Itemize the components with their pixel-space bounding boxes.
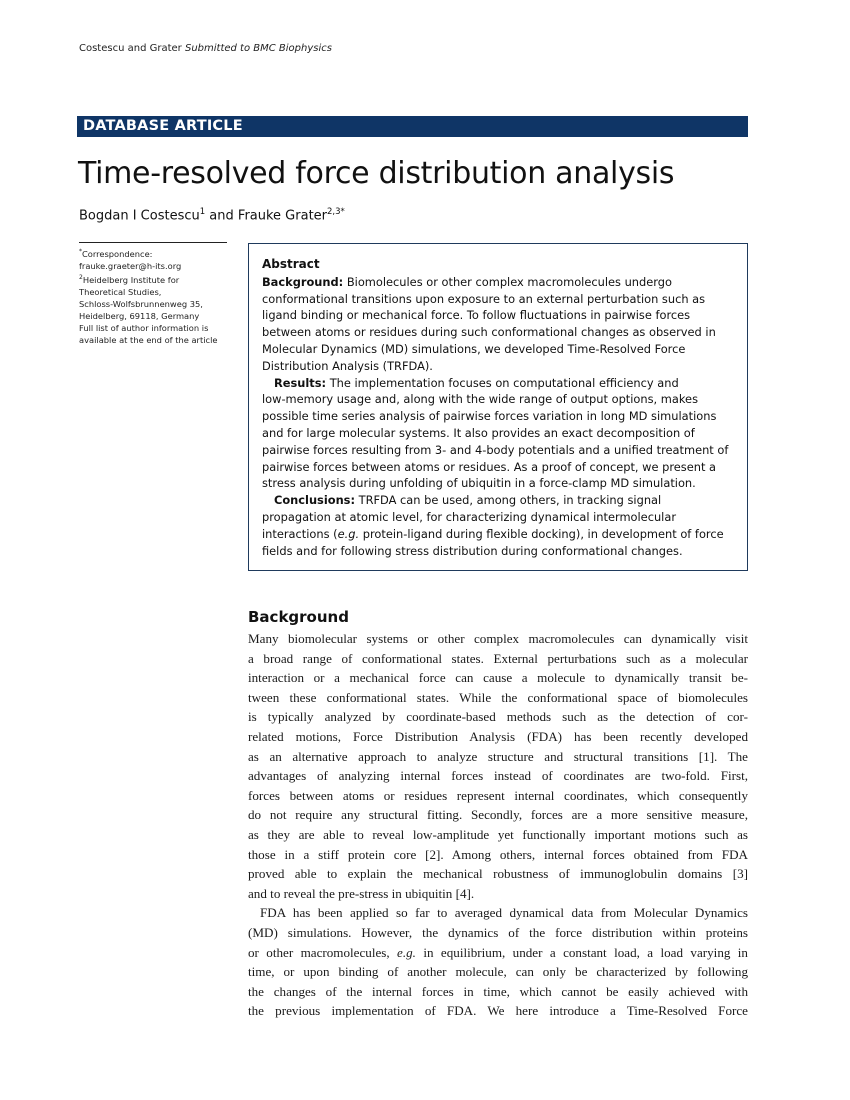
author-info-note: Full list of author information is	[79, 322, 209, 333]
abstract-results-label: Results:	[274, 375, 327, 390]
background-paragraph-1	[248, 629, 748, 903]
affiliation-note: $^2$Heidelberg Institute for	[79, 273, 180, 285]
body-line: the previous implementation of FDA. We here introduce a Time-Resolved Force	[248, 1003, 748, 1019]
body-line: proved able to explain the mechanical robustness of immunoglobulin domains [3]	[248, 866, 748, 882]
body-line: advantages of analyzing internal forces instead of coordinates are two-fold. First,	[248, 768, 748, 784]
affiliation-mark: 2	[79, 273, 83, 281]
body-line: tween these conformational states. While the conformational space of biomolecules	[248, 689, 748, 705]
article-type-banner: DATABASE ARTICLE	[77, 116, 748, 137]
body-line: the changes of the internal forces in time, which cannot be easily achieved with	[248, 983, 748, 999]
author-name: Bogdan I Costescu	[79, 208, 200, 224]
abstract-conclusions: Conclusions: TRFDA can be used, among others, in tracking signal propagation at atomic level, for characterizing dynamical intermolecular interactions (e.g. protein-ligand during flexible docking), in development of force fields and for following stress distribution during conformational changes.	[262, 493, 724, 558]
author-info-note: available at the end of the article	[79, 334, 218, 345]
background-paragraph-2	[248, 903, 748, 1021]
body-line: (MD) simulations. However, the dynamics of the force distribution within proteins	[248, 924, 748, 940]
correspondence-email: frauke.graeter@h-its.org	[79, 260, 182, 271]
abstract-background: Background: Biomolecules or other complex macromolecules undergo conformational transitions upon exposure to an external perturbation such as ligand binding or mechanical force. To follow fluctuations in pairwise forces between atoms or residues during such conformational changes as observed in Molecular Dynamics (MD) simulations, we developed Time-Resolved Force Distribution Analysis (TRFDA).	[262, 274, 716, 373]
author-connector: and	[205, 208, 238, 224]
paper-title: Time-resolved force distribution analysis	[78, 156, 675, 191]
author-affiliation-mark: 1	[199, 207, 206, 217]
author-affiliation-mark: 2,3*	[327, 207, 345, 217]
body-line: as they are able to reveal low-amplitude yet functionally important motions such as	[248, 826, 748, 842]
body-line: do not require any structural fitting. Secondly, forces are a more sensitive measure,	[248, 807, 748, 823]
author-name: Frauke Grater	[237, 208, 328, 224]
background-body	[248, 629, 748, 1021]
body-line: time, or upon binding of another molecule, can only be characterized by following	[248, 964, 748, 980]
body-line: is typically analyzed by coordinate-based methods such as the detection of cor-	[248, 709, 748, 725]
body-line: as an alternative approach to analyze structure and structural transitions [1]. The	[248, 748, 748, 764]
abstract-background-label: Background:	[262, 274, 344, 289]
body-line: FDA has been applied so far to averaged dynamical data from Molecular Dynamics	[260, 905, 748, 921]
author-list	[79, 207, 345, 223]
affiliation-line: Schloss-Wolfsbrunnenweg 35,	[79, 298, 203, 309]
author-notes	[79, 242, 227, 346]
correspondence-note: *Correspondence:	[79, 248, 153, 259]
abstract-conclusions-label: Conclusions:	[274, 493, 356, 508]
abstract-heading: Abstract	[262, 257, 320, 271]
running-head-journal: Submitted to BMC Biophysics	[184, 43, 332, 54]
body-line: Many biomolecular systems or other complex macromolecules can dynamically visit	[248, 631, 748, 646]
body-line: a broad range of conformational states. External perturbations such as a molecular	[248, 650, 748, 666]
body-line: related motions, Force Distribution Analysis (FDA) has been recently developed	[248, 728, 748, 744]
running-head	[79, 43, 332, 54]
abstract-results: Results: The implementation focuses on computational efficiency and low-memory usage and, along with the wide range of output options, makes possible time series analysis of pairwise forces variation in long MD simulations and for large molecular systems. It also provides an exact decomposition of pairwise forces resulting from 3- and 4-body potentials and a unified treatment of pairwise forces between atoms or residues. As a proof of concept, we present a stress analysis during unfolding of ubiquitin in a force-clamp MD simulation.	[262, 375, 729, 491]
running-head-authors: Costescu and Grater	[79, 43, 182, 54]
affiliation-line: Heidelberg, 69118, Germany	[79, 310, 200, 321]
body-line: those in a stiff protein core [2]. Among others, internal forces obtained from FDA	[248, 846, 748, 862]
body-line: or other macromolecules, e.g. in equilibrium, under a constant load, a load varying in	[248, 944, 748, 960]
body-line: interaction or a mechanical force can cause a molecule to dynamically transit be-	[248, 670, 748, 686]
affiliation-line: Theoretical Studies,	[79, 286, 162, 297]
section-heading-background: Background	[248, 608, 349, 626]
body-line: and to reveal the pre-stress in ubiquitin [4].	[248, 885, 475, 901]
body-line: forces between atoms or residues represent internal coordinates, which consequently	[248, 787, 748, 803]
abstract-box	[248, 243, 748, 571]
correspondence-mark: *	[79, 248, 82, 255]
